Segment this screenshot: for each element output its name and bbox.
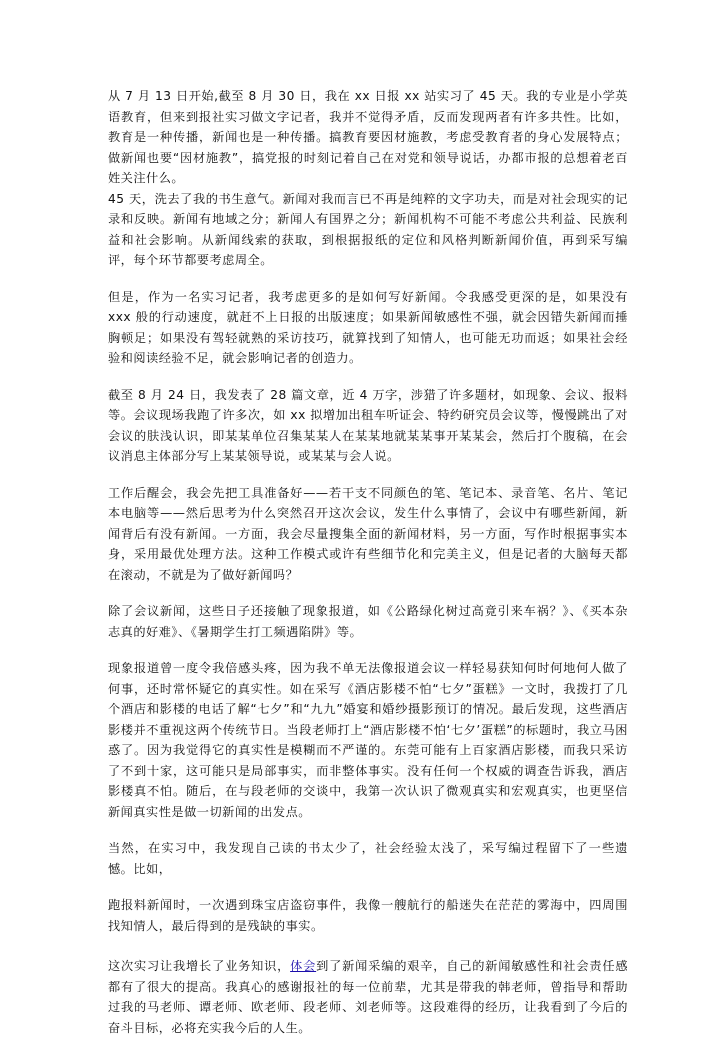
- paragraph-phenomenon-reports: [108, 601, 628, 642]
- document-page: [108, 86, 628, 1038]
- paragraph-text: 跑报料新闻时，一次遇到珠宝店盗窃事件，我像一艘航行的船迷失在茫茫的雾海中，四周围找知情人，最后得到的是残缺的事实。: [108, 898, 628, 933]
- paragraph-intro-text: 从 7 月 13 日开始,截至 8 月 30 日，我在 xx 日报 xx 站实习了 45 天。我的专业是小学英语教育，但来到报社实习做文字记者，我并不觉得矛盾，反而发现两者有许多共性。比如，教育是一种传播，新闻也是一种传播。搞教育要因材施教，考虑受教育者的身心发展特点；做新闻也要“因材施教”，搞党报的时刻记着自己在对党和领导说话，办都市报的总想着老百姓关注什么。: [108, 89, 628, 185]
- experience-link[interactable]: 体会: [290, 959, 317, 973]
- paragraph-intern-reporter: [108, 287, 628, 369]
- paragraph-text: 工作后醒会，我会先把工具准备好——若干支不同颜色的笔、笔记本、录音笔、名片、笔记本电脑等——然后思考为什么突然召开这次会议，发生什么事情了，会议中有哪些新闻，新闻背后有没有新闻。一方面，我会尽量搜集全面的新闻材料，另一方面，写作时根据事实本身，采用最优处理方法。这种工作模式或许有些细节化和完美主义，但是记者的大脑每天都在滚动，不就是为了做好新闻吗？: [108, 485, 628, 582]
- paragraph-shortcomings: [108, 838, 628, 879]
- paragraph-text: 除了会议新闻，这些日子还接触了现象报道，如《公路绿化树过高竟引来车祸？》、《买本杂志真的好难》、《暑期学生打工频遇陷阱》等。: [108, 604, 628, 639]
- paragraph-text: 当然，在实习中，我发现自己读的书太少了，社会经验太浅了，采写编过程留下了一些遗憾。比如，: [108, 841, 628, 876]
- paragraph-intro: [108, 86, 628, 271]
- paragraph-theft-story: [108, 895, 628, 936]
- paragraph-conclusion: [108, 956, 628, 1038]
- paragraph-authenticity: [108, 658, 628, 822]
- paragraph-publications: [108, 385, 628, 467]
- paragraph-text: 截至 8 月 24 日，我发表了 28 篇文章，近 4 万字，涉猎了许多题材，如现象、会议、报料等。会议现场我跑了许多次，如 xx 拟增加出租车听证会、特约研究员会议等，慢慢跳出了对会议的肤浅认识，即某某单位召集某某人在某某地就某某事开某某会，然后打个腹稿，在会议消息主体部分写上某某领导说，或某某与会人说。: [108, 387, 628, 463]
- paragraph-text-after-link: 到了新闻采编的艰辛，自己的新闻敏感性和社会责任感都有了很大的提高。我真心的感谢报社的每一位前辈，尤其是带我的韩老师，曾指导和帮助过我的马老师、谭老师、欧老师、段老师、刘老师等。这段难得的经历，让我看到了今后的奋斗目标，必将充实我今后的人生。: [108, 959, 629, 1035]
- paragraph-work-method: [108, 483, 628, 586]
- paragraph-45-days-text: 45 天，洗去了我的书生意气。新闻对我而言已不再是纯粹的文字功夫，而是对社会现实的记录和反映。新闻有地域之分；新闻人有国界之分；新闻机构不可能不考虑公共利益、民族利益和社会影响。从新闻线索的获取，到根据报纸的定位和风格判断新闻价值，再到采写编评，每个环节都要考虑周全。: [108, 191, 628, 267]
- paragraph-text: 但是，作为一名实习记者，我考虑更多的是如何写好新闻。令我感受更深的是，如果没有 xxx 般的行动速度，就赶不上日报的出版速度；如果新闻敏感性不强，就会因错失新闻而捶胸顿足；如果没有驾轻就熟的采访技巧，就算找到了知情人，也可能无功而返；如果社会经验和阅读经验不足，就会影响记者的创造力。: [108, 289, 628, 365]
- paragraph-text-before-link: 这次实习让我增长了业务知识，: [108, 959, 291, 973]
- paragraph-text: 现象报道曾一度令我倍感头疼，因为我不单无法像报道会议一样轻易获知何时何地何人做了何事，还时常怀疑它的真实性。如在采写《酒店影楼不怕“七夕”蛋糕》一文时，我拨打了几个酒店和影楼的电话了解“七夕”和“九九”婚宴和婚纱摄影预订的情况。最后发现，这些酒店影楼并不重视这两个传统节日。当段老师打上“酒店影楼不怕‘七夕’蛋糕”的标题时，我立马困惑了。因为我觉得它的真实性是模糊而不严谨的。东莞可能有上百家酒店影楼，而我只采访了不到十家，这可能只是局部事实，而非整体事实。没有任何一个权威的调查告诉我，酒店影楼真不怕。随后，在与段老师的交谈中，我第一次认识了微观真实和宏观真实，也更坚信新闻真实性是做一切新闻的出发点。: [108, 661, 628, 819]
